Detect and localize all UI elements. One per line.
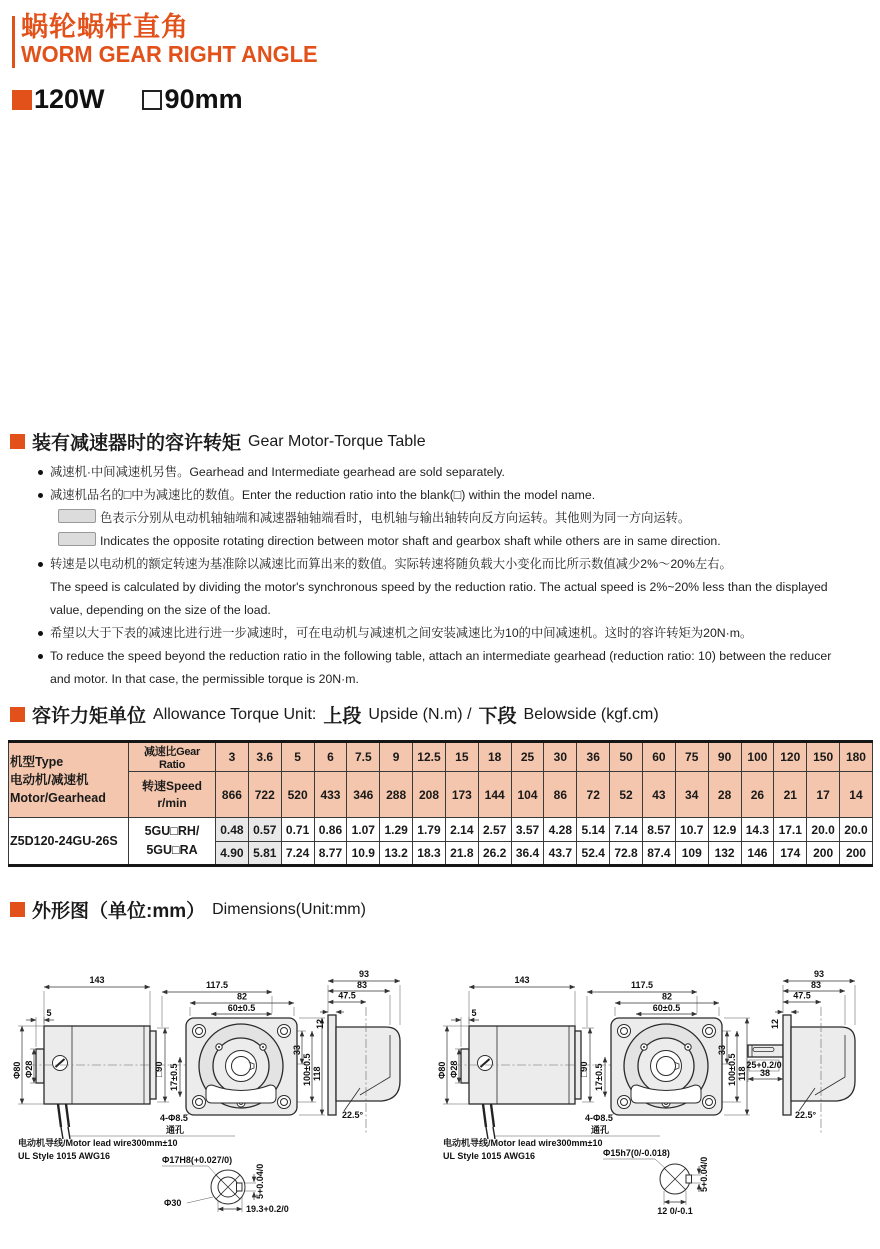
- upside-torque-cell: 1.79: [413, 818, 446, 842]
- dim-angle: 22.5°: [795, 1110, 817, 1120]
- speed-value-cell: 433: [314, 772, 347, 818]
- ratio-value-cell: 15: [445, 742, 478, 772]
- dim-gear-length: 117.5: [630, 980, 654, 990]
- belowside-torque-cell: 72.8: [610, 842, 643, 866]
- torque-section-heading: [10, 428, 426, 455]
- dim-title-en: Dimensions(Unit:mm): [212, 900, 366, 918]
- dim-through: 通孔: [591, 1125, 610, 1135]
- ratio-value-cell: 6: [314, 742, 347, 772]
- spec-power: 120W: [34, 84, 105, 114]
- dim-d28: Φ28: [449, 1060, 459, 1078]
- speed-value-cell: 346: [347, 772, 380, 818]
- dim-shaft-key: 25+0.2/0: [746, 1060, 782, 1070]
- model-cell: Z5D120-24GU-26S: [9, 818, 129, 866]
- output-bore: [232, 1057, 251, 1076]
- upside-torque-cell: 8.57: [642, 818, 675, 842]
- speed-value-cell: 43: [642, 772, 675, 818]
- dim-17: 17±0.5: [594, 1063, 604, 1091]
- belowside-torque-cell: 10.9: [347, 842, 380, 866]
- torque-notes: [10, 461, 855, 691]
- torque-section-title-zh: 装有减速器时的容许转矩: [32, 433, 242, 454]
- dim-33: 33: [292, 1044, 302, 1055]
- belowside-torque-cell: 174: [774, 842, 807, 866]
- upside-torque-cell: 0.48: [216, 818, 249, 842]
- upside-torque-cell: 4.28: [544, 818, 577, 842]
- dim-d80: Φ80: [12, 1061, 22, 1079]
- upside-torque-cell: 12.9: [708, 818, 741, 842]
- dim-motor-length: 143: [89, 975, 105, 985]
- upside-torque-cell: 1.29: [380, 818, 413, 842]
- detail-keyway: [237, 1183, 243, 1191]
- belowside-torque-cell: 26.2: [478, 842, 511, 866]
- ratio-value-cell: 9: [380, 742, 413, 772]
- dim-93: 93: [813, 969, 825, 979]
- torque-section-title-en: Gear Motor-Torque Table: [248, 432, 426, 450]
- ratio-value-cell: 3.6: [248, 742, 281, 772]
- page-title-en: WORM GEAR RIGHT ANGLE: [21, 41, 318, 68]
- gearhead-cell: 5GU□RH/ 5GU□RA: [129, 818, 216, 866]
- speed-value-cell: 21: [774, 772, 807, 818]
- dim-83: 83: [810, 980, 822, 990]
- ratio-value-cell: 25: [511, 742, 544, 772]
- upside-torque-cell: 0.71: [281, 818, 314, 842]
- note-line: The speed is calculated by dividing the motor's synchronous speed by the reduction ratio. The actual speed is 2%~20% less than the displayed value, depending on the size of the load.: [50, 580, 828, 617]
- solid-square-icon: [12, 90, 32, 110]
- dim-shaft-diameter: Φ15h7(0/-0.018): [603, 1148, 670, 1158]
- header-accent-bar: [12, 16, 15, 68]
- gear-ratio-header: 减速比Gear Ratio: [129, 742, 216, 772]
- unit-upside-zh: 上段: [323, 706, 362, 727]
- section-square-icon: [10, 902, 25, 917]
- speed-value-cell: 26: [741, 772, 774, 818]
- upside-torque-cell: 14.3: [741, 818, 774, 842]
- belowside-torque-cell: 52.4: [577, 842, 610, 866]
- speed-value-cell: 34: [675, 772, 708, 818]
- note-line: To reduce the speed beyond the reduction ratio in the following table, attach an intermediate gearhead (reduction ratio: 10) between the reducer and motor. In that case, the permissible torque is 20N·m.: [10, 645, 855, 691]
- belowside-torque-cell: 7.24: [281, 842, 314, 866]
- belowside-torque-cell: 4.90: [216, 842, 249, 866]
- dim-key-flat: 12 0/-0.1: [657, 1206, 693, 1216]
- dim-key-width: 5+0.04/0: [255, 1163, 265, 1199]
- speed-value-cell: 72: [577, 772, 610, 818]
- note-line: 减速机品名的□中为减速比的数值。Enter the reduction ratio into the blank(□) within the model name.: [10, 484, 855, 507]
- dim-100: 100±0.5: [727, 1053, 737, 1086]
- dim-bore: Φ17H8(+0.027/0): [162, 1155, 233, 1165]
- lead-wire-note-1: 电动机导线/Motor lead wire300mm±10: [18, 1138, 178, 1148]
- note-line: 转速是以电动机的额定转速为基准除以减速比而算出来的数值。实际转速将随负载大小变化而比所示数值减少2%～20%左右。: [10, 553, 855, 576]
- dim-section-heading: [10, 896, 366, 923]
- spec-frame: 90mm: [164, 84, 243, 114]
- ratio-value-cell: 50: [610, 742, 643, 772]
- outline-square-icon: [142, 90, 162, 110]
- belowside-torque-cell: 132: [708, 842, 741, 866]
- speed-value-cell: 52: [610, 772, 643, 818]
- dim-key-width: 5+0.04/0: [699, 1156, 709, 1192]
- lead-wire-note-2: UL Style 1015 AWG16: [18, 1151, 111, 1161]
- section-square-icon: [10, 434, 25, 449]
- dim-motor-length: 143: [514, 975, 530, 985]
- type-header-cell: 机型Type 电动机/减速机 Motor/Gearhead: [9, 742, 129, 818]
- belowside-torque-cell: 43.7: [544, 842, 577, 866]
- detail-keyway: [686, 1175, 692, 1183]
- side-flange: [328, 1015, 336, 1115]
- dim-83: 83: [356, 980, 368, 990]
- upside-torque-cell: 3.57: [511, 818, 544, 842]
- speed-header-cell: 转速Speed r/min: [129, 772, 216, 818]
- output-shaft-end: [657, 1057, 676, 1076]
- ratio-value-cell: 7.5: [347, 742, 380, 772]
- upside-torque-cell: 17.1: [774, 818, 807, 842]
- torque-table-body: [9, 742, 873, 866]
- ratio-value-cell: 90: [708, 742, 741, 772]
- upside-torque-cell: 2.14: [445, 818, 478, 842]
- motor-rear-boss: [461, 1049, 469, 1083]
- belowside-torque-cell: 87.4: [642, 842, 675, 866]
- dim-47-5: 47.5: [338, 990, 356, 1001]
- speed-value-cell: 866: [216, 772, 249, 818]
- speed-value-cell: 14: [840, 772, 873, 818]
- belowside-torque-cell: 200: [807, 842, 840, 866]
- dim-d80: Φ80: [437, 1061, 447, 1079]
- belowside-torque-cell: 21.8: [445, 842, 478, 866]
- upside-torque-cell: 20.0: [807, 818, 840, 842]
- dim-118: 118: [737, 1066, 747, 1081]
- note-line: Indicates the opposite rotating direction between motor shaft and gearbox shaft while others are in same direction.: [10, 530, 855, 553]
- speed-value-cell: 722: [248, 772, 281, 818]
- unit-title-zh: 容许力矩单位: [32, 706, 147, 727]
- ratio-value-cell: 60: [642, 742, 675, 772]
- upside-torque-cell: 10.7: [675, 818, 708, 842]
- speed-value-cell: 208: [413, 772, 446, 818]
- rotation-direction-color-box: [58, 509, 96, 523]
- belowside-torque-cell: 18.3: [413, 842, 446, 866]
- belowside-torque-cell: 146: [741, 842, 774, 866]
- dim-gear-length: 117.5: [205, 980, 229, 990]
- speed-value-cell: 28: [708, 772, 741, 818]
- speed-value-cell: 173: [445, 772, 478, 818]
- lead-wire-note-1: 电动机导线/Motor lead wire300mm±10: [443, 1138, 603, 1148]
- dim-82: 82: [236, 991, 248, 1002]
- lead-wires: [58, 1104, 69, 1127]
- rotation-direction-color-box: [58, 532, 96, 546]
- lead-wires: [483, 1104, 494, 1127]
- dim-through: 通孔: [166, 1125, 185, 1135]
- ratio-value-cell: 18: [478, 742, 511, 772]
- torque-table: [8, 740, 873, 867]
- drawing-hollow-shaft-type: [10, 945, 440, 1245]
- note-line: 色表示分别从电动机轴轴端和减速器轴轴端看时，电机轴与输出轴转向反方向运转。其他则为同一方向运转。: [10, 507, 855, 530]
- speed-value-cell: 104: [511, 772, 544, 818]
- upside-torque-cell: 0.86: [314, 818, 347, 842]
- belowside-torque-cell: 8.77: [314, 842, 347, 866]
- dim-118: 118: [312, 1066, 322, 1081]
- dim-82: 82: [661, 991, 673, 1002]
- ratio-value-cell: 100: [741, 742, 774, 772]
- speed-value-cell: 144: [478, 772, 511, 818]
- speed-value-cell: 520: [281, 772, 314, 818]
- ratio-value-cell: 3: [216, 742, 249, 772]
- dim-sq90: □90: [154, 1061, 164, 1077]
- dim-12: 12: [315, 1018, 325, 1029]
- speed-value-cell: 86: [544, 772, 577, 818]
- dim-angle: 22.5°: [342, 1110, 364, 1120]
- bore-detail-view: [211, 1170, 245, 1204]
- section-square-icon: [10, 707, 25, 722]
- gearbox-front-view: [186, 1018, 297, 1115]
- upside-torque-cell: 0.57: [248, 818, 281, 842]
- dim-47-5: 47.5: [793, 990, 811, 1001]
- dim-key-depth: 19.3+0.2/0: [246, 1204, 289, 1214]
- belowside-torque-cell: 5.81: [248, 842, 281, 866]
- dim-93: 93: [358, 969, 370, 979]
- shaft-detail-view: [660, 1164, 692, 1194]
- motor-rear-boss: [36, 1049, 44, 1083]
- dim-d28: Φ28: [24, 1060, 34, 1078]
- side-flange: [783, 1015, 791, 1115]
- unit-downside-en: Belowside (kgf.cm): [523, 705, 659, 723]
- dim-100: 100±0.5: [302, 1053, 312, 1086]
- dim-boss: 5: [46, 1008, 52, 1018]
- upside-torque-cell: 20.0: [840, 818, 873, 842]
- ratio-value-cell: 120: [774, 742, 807, 772]
- upside-torque-cell: 5.14: [577, 818, 610, 842]
- ratio-value-cell: 12.5: [413, 742, 446, 772]
- dim-d30: Φ30: [164, 1198, 182, 1208]
- gearbox-side-view: [328, 1007, 400, 1133]
- note-line: 希望以大于下表的减速比进行进一步减速时，可在电动机与减速机之间安装减速比为10的中间减速机。这时的容许转矩为20N·m。: [10, 622, 855, 645]
- unit-upside-en: Upside (N.m) /: [368, 705, 472, 723]
- dim-title-zh: 外形图（单位:mm）: [32, 901, 206, 922]
- gearbox-front-view: [611, 1018, 722, 1115]
- belowside-torque-cell: 109: [675, 842, 708, 866]
- dim-holes: 4-Φ8.5: [160, 1113, 188, 1123]
- dim-holes: 4-Φ8.5: [585, 1113, 613, 1123]
- upside-torque-cell: 7.14: [610, 818, 643, 842]
- speed-value-cell: 17: [807, 772, 840, 818]
- belowside-torque-cell: 36.4: [511, 842, 544, 866]
- belowside-torque-cell: 13.2: [380, 842, 413, 866]
- dim-17: 17±0.5: [169, 1063, 179, 1091]
- note-line: 减速机·中间减速机另售。Gearhead and Intermediate gearhead are sold separately.: [10, 461, 855, 484]
- ratio-value-cell: 180: [840, 742, 873, 772]
- dim-12: 12: [770, 1018, 780, 1029]
- lead-wire-note-2: UL Style 1015 AWG16: [443, 1151, 536, 1161]
- page-header: [21, 12, 333, 68]
- belowside-torque-cell: 200: [840, 842, 873, 866]
- ratio-value-cell: 5: [281, 742, 314, 772]
- drawing-solid-shaft-type: [435, 945, 880, 1245]
- unit-section-heading: [10, 701, 659, 728]
- dim-sq90: □90: [579, 1061, 589, 1077]
- ratio-value-cell: 150: [807, 742, 840, 772]
- speed-value-cell: 288: [380, 772, 413, 818]
- dim-shaft-length: 38: [759, 1068, 771, 1078]
- torque-table-wrap: [8, 740, 873, 867]
- ratio-value-cell: 75: [675, 742, 708, 772]
- dim-60: 60±0.5: [652, 1003, 681, 1013]
- dim-boss: 5: [471, 1008, 477, 1018]
- dim-60: 60±0.5: [227, 1003, 256, 1013]
- dim-33: 33: [717, 1044, 727, 1055]
- ratio-value-cell: 36: [577, 742, 610, 772]
- ratio-value-cell: 30: [544, 742, 577, 772]
- page-title-zh: 蜗轮蜗杆直角: [21, 12, 189, 42]
- upside-torque-cell: 2.57: [478, 818, 511, 842]
- unit-title-mid: Allowance Torque Unit:: [153, 705, 317, 723]
- spec-line: [12, 84, 243, 115]
- unit-downside-zh: 下段: [478, 706, 517, 727]
- upside-torque-cell: 1.07: [347, 818, 380, 842]
